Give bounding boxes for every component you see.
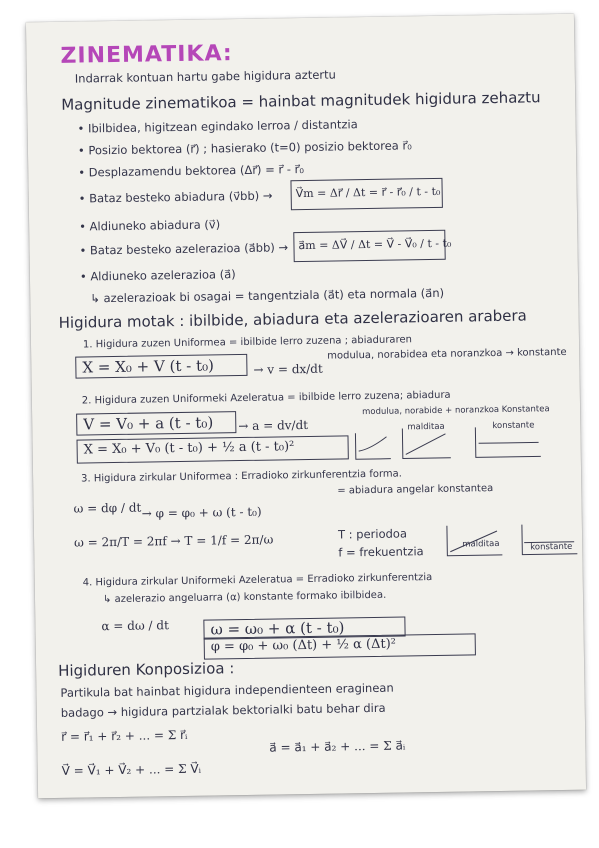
circular-accel-cont: ↳ azelerazio angeluarra (α) konstante formako ibilbidea.	[102, 589, 387, 606]
circular-graph-label-konstante: konstante	[530, 541, 573, 553]
period-definition: T : periodoa	[337, 526, 408, 542]
frequency-definition: f = frekuentzia	[338, 544, 424, 560]
page-title: ZINEMATIKA:	[60, 41, 233, 69]
circular-cont: = abiadura angelar konstantea	[337, 483, 494, 497]
magnitude-item: • Desplazamendu bektorea (Δr⃗) = r⃗ - r⃗₀	[78, 162, 305, 180]
circular-graph-label-malditaa: malditaa	[462, 538, 500, 550]
circular-heading: 3. Higidura zirkular Uniformea : Erradioko zirkunferentzia forma.	[81, 468, 403, 485]
circular-phi-formula: → φ = φ₀ + ω (t - t₀)	[141, 504, 262, 521]
uniform-cont: modulua, norabidea eta noranzkoa → konstante	[327, 346, 567, 362]
magnitude-item: • Bataz besteko azelerazioa (a⃗bb) →	[79, 240, 289, 258]
composition-text-1: Partikula bat hainbat higidura independienteen eraginean	[60, 680, 394, 700]
accel-x-formula-box	[76, 435, 348, 463]
magnitudes-heading: Magnitude zinematikoa = hainbat magnitudek higidura zehaztu	[61, 88, 541, 114]
avg-accel-formula: a⃗m = ΔV⃗ / Δt = V⃗ - V⃗₀ / t - t₀	[298, 236, 452, 253]
circular-accel-y-formula: φ = φ₀ + ω₀ (Δt) + ½ α (Δt)²	[210, 636, 397, 655]
magnitude-item: • Aldiuneko abiadura (v⃗)	[79, 217, 221, 234]
circular-w-formula: ω = dφ / dt	[73, 500, 142, 516]
avg-velocity-formula: V⃗m = Δr⃗ / Δt = r⃗ - r⃗₀ / t - t₀	[295, 184, 441, 201]
circular-accel-heading: 4. Higidura zirkular Uniformeki Azeleratua = Erradioko zirkunferentzia	[82, 572, 433, 589]
accelerated-cont: modulua, norabide + noranzkoa Konstantea	[362, 404, 550, 418]
magnitude-item: • Bataz besteko abiadura (v⃗bb) →	[78, 188, 273, 206]
alpha-formula: α = dω / dt	[101, 618, 169, 634]
composition-heading: Higiduren Konposizioa :	[57, 659, 235, 680]
types-heading: Higidura motak : ibilbide, abiadura eta azelerazioaren arabera	[58, 306, 527, 332]
accel-v-formula: V = V₀ + a (t - t₀)	[83, 413, 214, 434]
circular-T-formula: ω = 2π/T = 2πf → T = 1/f = 2π/ω	[74, 532, 274, 550]
uniform-formula: X = X₀ + V (t - t₀)	[82, 356, 215, 377]
magnitude-item: • Aldiuneko azelerazioa (a⃗)	[79, 267, 236, 284]
accelerated-heading: 2. Higidura zuzen Uniformeki Azeleratua = ibilbide lerro zuzena; abiadura	[81, 389, 451, 407]
avg-accel-box	[293, 230, 452, 262]
circular-accel-y-box	[204, 633, 476, 659]
position-sum: r⃗ = r⃗₁ + r⃗₂ + ... = Σ r⃗ᵢ	[61, 727, 188, 744]
graph-label-malditaa: malditaa	[407, 421, 445, 433]
magnitude-item: • Posizio bektorea (r⃗) ; hasierako (t=0) posizio bektorea r⃗₀	[77, 138, 412, 158]
avg-velocity-box	[290, 178, 442, 210]
accel-v-formula-box	[76, 411, 236, 436]
acceleration-sum: a⃗ = a⃗₁ + a⃗₂ + ... = Σ a⃗ᵢ	[269, 738, 406, 755]
magnitude-item: • Ibilbidea, higitzean egindako lerroa / distantzia	[77, 117, 358, 136]
notebook-page	[26, 14, 586, 799]
composition-text-2: badago → higidura partzialak bektorialki batu behar dira	[60, 700, 386, 720]
graph-label-konstante: konstante	[492, 420, 535, 432]
accel-x-formula: X = X₀ + V₀ (t - t₀) + ½ a (t - t₀)²	[83, 439, 295, 458]
uniform-formula-box	[75, 354, 247, 379]
accel-components: ↳ azelerazioak bi osagai = tangentziala (a⃗t) eta normala (a⃗n)	[90, 285, 445, 306]
uniform-derivative: → v = dx/dt	[253, 361, 323, 377]
subtitle: Indarrak kontuan hartu gabe higidura aztertu	[74, 67, 337, 86]
uniform-heading: 1. Higidura zuzen Uniformea = ibilbide lerro zuzena ; abiaduraren	[82, 334, 412, 351]
accel-derivative: → a = dv/dt	[238, 417, 309, 434]
velocity-sum: V⃗ = V⃗₁ + V⃗₂ + ... = Σ V⃗ᵢ	[61, 761, 202, 778]
circular-accel-w-formula: ω = ω₀ + α (t - t₀)	[210, 618, 345, 639]
